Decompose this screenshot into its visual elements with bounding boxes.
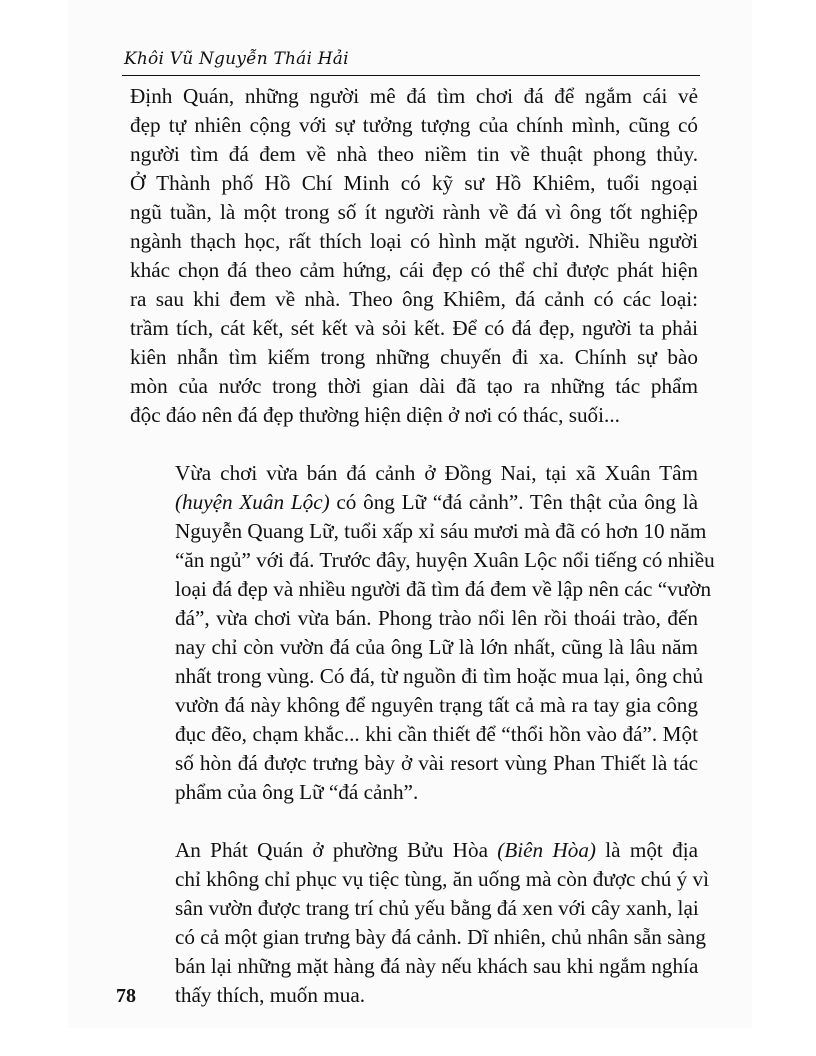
page-header [122,46,700,76]
text-line: đẹp tự nhiên cộng với sự tưởng tượng của chính mình, cũng có [130,113,698,137]
text-line [130,836,698,865]
running-head: Khôi Vũ Nguyễn Thái Hải [124,49,349,69]
text-line: phẩm của ông Lữ “đá cảnh”. [175,780,419,804]
body-text [130,82,715,1010]
text-line: đục đẽo, chạm khắc... khi cần thiết để “thổi hồn vào đá”. Một [175,722,698,746]
text-line: kiên nhẫn tìm kiếm trong những chuyến đi xa. Chính sự bào [130,345,698,369]
text-line: bán lại những mặt hàng đá này nếu khách sau khi ngắm nghía [175,954,699,978]
text-line: ra sau khi đem về nhà. Theo ông Khiêm, đá cảnh có các loại: [130,287,698,311]
text-line: nhất trong vùng. Có đá, từ nguồn đi tìm hoặc mua lại, ông chủ [175,664,704,688]
paragraph-1 [130,82,698,430]
text-line: loại đá đẹp và nhiều người đã tìm đá đem về lập nên các “vườn [175,577,712,601]
text-line: sân vườn được trang trí chủ yếu bằng đá xen với cây xanh, lại [175,896,699,920]
text-line: Nguyễn Quang Lữ, tuổi xấp xỉ sáu mươi mà đã có hơn 10 năm [175,519,707,543]
text-line: ngũ tuần, là một trong số ít người rành về đá vì ông tốt nghiệp [130,200,698,224]
paragraph-2 [130,459,715,807]
text-span: là một địa [605,838,698,862]
text-line: Định Quán, những người mê đá tìm chơi đá để ngắm cái vẻ [130,84,698,108]
text-line: thấy thích, muốn mua. [175,983,366,1007]
text-span: có ông Lữ “đá cảnh”. Tên thật của ông là [336,490,698,514]
text-line: số hòn đá được trưng bày ở vài resort vùng Phan Thiết là tác [175,751,698,775]
text-line: người tìm đá đem về nhà theo niềm tin về thuật phong thủy. [130,142,698,166]
paragraph-3 [130,836,710,1010]
text-line: Vừa chơi vừa bán đá cảnh ở Đồng Nai, tại xã Xuân Tâm [175,461,698,485]
text-line: chỉ không chỉ phục vụ tiệc tùng, ăn uống mà còn được chú ý vì [175,867,710,891]
text-line: vườn đá này không để nguyên trạng tất cả mà ra tay gia công [175,693,698,717]
text-line: trầm tích, cát kết, sét kết và sỏi kết. Để có đá đẹp, người ta phải [130,316,698,340]
text-line: ngành thạch học, rất thích loại có hình mặt người. Nhiều người [130,229,698,253]
text-line: khác chọn đá theo cảm hứng, cái đẹp có thể chỉ được phát hiện [130,258,698,282]
text-line: Ở Thành phố Hồ Chí Minh có kỹ sư Hồ Khiêm, tuổi ngoại [130,171,698,195]
text-line: có cả một gian trưng bày đá cảnh. Dĩ nhiên, chủ nhân sẵn sàng [175,925,707,949]
page-number: 78 [116,985,136,1007]
text-line: độc đáo nên đá đẹp thường hiện diện ở nơi có thác, suối... [130,403,620,427]
italic-place-name: (huyện Xuân Lộc) [175,490,330,514]
text-line: mòn của nước trong thời gian dài đã tạo ra những tác phẩm [130,374,698,398]
text-span: An Phát Quán ở phường Bửu Hòa [175,838,488,862]
text-line: đá”, vừa chơi vừa bán. Phong trào nổi lên rồi thoái trào, đến [175,606,698,630]
italic-place-name: (Biên Hòa) [497,838,596,862]
header-rule [122,75,700,76]
text-line: nay chỉ còn vườn đá của ông Lữ là lớn nhất, cũng là lâu năm [175,635,698,659]
text-line: “ăn ngủ” với đá. Trước đây, huyện Xuân Lộc nổi tiếng có nhiều [175,548,715,572]
text-line [130,488,698,517]
